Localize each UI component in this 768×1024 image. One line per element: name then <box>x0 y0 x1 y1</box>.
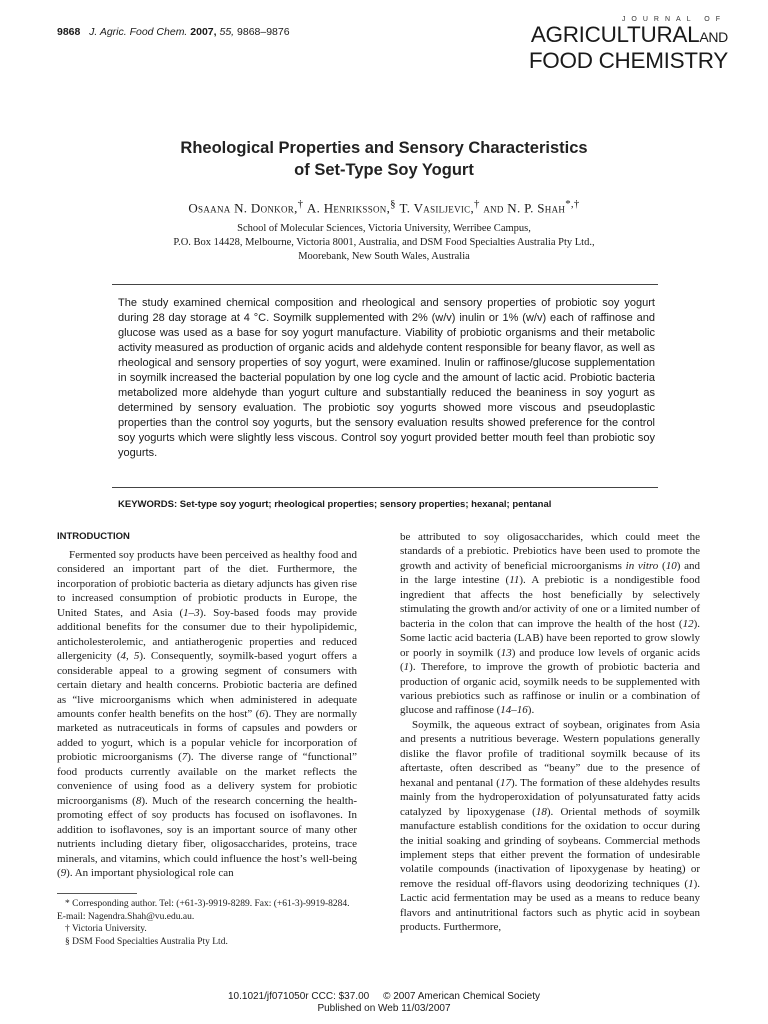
article-title: Rheological Properties and Sensory Characteristics of Set-Type Soy Yogurt <box>180 139 588 179</box>
footnote-corresponding-author: * Corresponding author. Tel: (+61-3)-9919-8289. Fax: (+61-3)-9919-8284. E-mail: Nagendra.Shah@vu.edu.au. <box>57 899 350 922</box>
doi-copyright: 10.1021/jf071050r CCC: $37.00 © 2007 American Chemical Society <box>228 991 540 1002</box>
author-vasiljevic: T. Vasiljevic, <box>399 200 475 216</box>
footnote-victoria: † Victoria University. <box>65 924 147 934</box>
running-head <box>57 26 290 38</box>
section-heading-introduction: INTRODUCTION <box>57 531 130 542</box>
page-number: 9868 <box>57 26 81 38</box>
footnote-dsm: § DSM Food Specialties Australia Pty Ltd. <box>65 936 228 947</box>
published-date: Published on Web 11/03/2007 <box>317 1003 451 1014</box>
author-donkor: Osaana N. Donkor, <box>188 200 298 216</box>
keywords: KEYWORDS: Set-type soy yogurt; rheological properties; sensory properties; hexanal; pentanal <box>118 499 552 510</box>
journal-pages: 9868–9876 <box>237 26 290 38</box>
journal-volume: 55, <box>219 26 235 38</box>
journal-logo <box>529 16 728 73</box>
paragraph: be attributed to soy oligosaccharides, which could meet the standards of a prebiotic. Prebiotics have been used to promote the growth and activity of beneficial microorganisms in vitro (10) and in the large intestine (11). A prebiotic is a nondigestible food ingredient that affects the host beneficially by selectively stimulating the growth and/or activity of one or a limited number of bacteria in the colon that can improve the health of the host (12). Some lactic acid bacteria (LAB) have been reported to grow slowly or poorly in soymilk (13) and produce low levels of organic acids (1). Therefore, to improve the growth of probiotic bacteria and production of organic acid, soymilk needs to be supplemented with various prebiotics such as raffinose or inulin or a combination of glucose and raffinose (14–16). <box>400 531 700 717</box>
journal-year: 2007, <box>190 26 217 38</box>
footnote-rule <box>57 893 137 894</box>
author-henriksson: A. Henriksson, <box>306 200 391 216</box>
journal-abbrev: J. Agric. Food Chem. <box>89 26 188 38</box>
page-footer <box>0 991 768 1015</box>
left-column <box>57 548 357 880</box>
journal-logo-line2: FOOD CHEMISTRY <box>528 48 728 73</box>
footnotes <box>57 898 359 948</box>
abstract-box <box>112 284 658 488</box>
affiliation: School of Molecular Sciences, Victoria University, Werribee Campus, P.O. Box 14428, Melbourne, Victoria 8001, Australia, and DSM Food Specialties Australia Pty Ltd., Moorebank, New South Wales, Australia <box>173 223 595 262</box>
paragraph: Soymilk, the aqueous extract of soybean, originates from Asia and presents a nutritious beverage. Western populations generally dislike the flavor profile of traditional soymilk because of its aftertaste, often described as “beany” due to the presence of hexanal and pentanal (17). The formation of these aldehydes results mainly from the hydroperoxidation of polyunsaturated fatty acids catalyzed by lipoxygenase (18). Oriental methods of soymilk manufacture establish conditions for the oxidation to occur during the initial soaking and grinding of soybeans. Commercial methods implement steps that either prevent the formation of undesirable volatile compounds (inactivation of lipoxygenase by heating) or remove the residual off-flavors using deodorizing techniques (1). Lactic acid fermentation may be used as a means to reduce beany flavors and antinutritional factors such as phytic acid in soybean products. Furthermore, <box>400 718 700 934</box>
journal-logo-line1: AGRICULTURALAND <box>530 22 728 47</box>
author-list: Osaana N. Donkor,† A. Henriksson,§ T. Vasiljevic,† and N. P. Shah*,† <box>188 198 580 216</box>
right-column <box>400 530 700 935</box>
paragraph: Fermented soy products have been perceived as healthy food and considered an important part of the diet. Furthermore, the incorporation of probiotic bacteria as dietary adjuncts has given rise to increased consumption of probiotic products in Europe, the United States, and Asia (1–3). Soy-based foods may provide additional benefits for the consumer due to their hypolipidemic, anticholesterolemic, and antiatherogenic properties and reduced allergenicity (4, 5). Consequently, soymilk-based yogurt offers a considerable appeal to a growing segment of consumers with certain dietary and health concerns. Probiotic bacteria are defined as “live microorganisms which when administered in adequate amounts confer health benefits on the host” (6). They are normally marketed as nutraceuticals in forms of capsules and powders or added to yogurt, which is a popular vehicle for incorporation of probiotic microorganisms (7). The diverse range of “functional” food products currently available on the market reflects the convenience of using food as a delivery system for probiotic microorganisms (8). Much of the research concerning the health-promoting effect of soy products has focused on isoflavones. In addition to isoflavones, soy is an important source of many other nutrients including dietary fiber, oligosaccharides, proteins, trace minerals, and vitamins, which could influence the host’s well-being (9). An important physiological role can <box>57 549 357 879</box>
abstract-text: The study examined chemical composition and rheological and sensory properties of probiotic soy yogurt during 28 day storage at 4 °C. Soymilk supplemented with 2% (w/v) inulin or 1% (w/v) each of raffinose and glucose was used as a base for soy yogurt manufacture. Viability of probiotic organisms and their metabolic activity measured as production of organic acids and aldehyde content responsible for beany flavor, as well as rheological and sensory properties of soy yogurt, were examined. Inulin or raffinose/glucose supplementation in soymilk increased the bacterial population by one log cycle and the amount of lactic acid. Probiotic bacteria metabolized more aldehyde than yogurt culture and substantially reduced the beaniness in soy yogurt as determined by sensory evaluation. The probiotic soy yogurts showed more viscous and pseudoplastic properties than the control soy yogurts, but the sensory evaluation results showed preference for the control soy yogurts which were slightly less viscous. Control soy yogurt provided better mouth feel than probiotic soy yogurts. <box>118 297 655 459</box>
author-shah: N. P. Shah <box>507 200 566 216</box>
journal-of-label: JOURNAL OF <box>621 16 726 23</box>
